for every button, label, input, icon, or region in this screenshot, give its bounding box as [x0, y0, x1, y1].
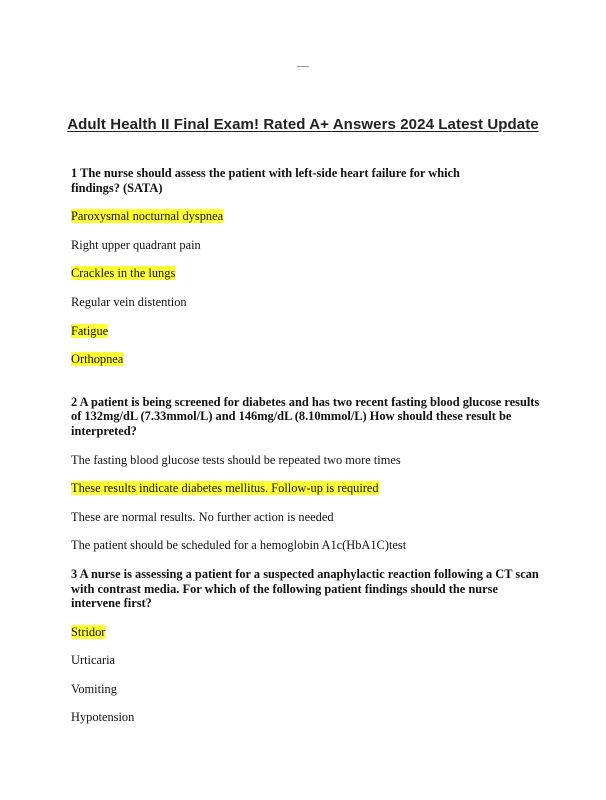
page-header-rule [297, 66, 309, 67]
q1-answer-2-text: Right upper quadrant pain [71, 237, 201, 252]
q1-answer-5-text: Fatigue [71, 323, 109, 338]
q2-answer-3 [71, 510, 541, 525]
document-body [71, 166, 541, 725]
q3-answer-1-text: Stridor [71, 624, 106, 639]
q1-answer-4 [71, 295, 541, 310]
q2-answer-4-text: The patient should be scheduled for a hemoglobin A1c(HbA1C)test [71, 538, 407, 553]
q1-answer-2 [71, 238, 541, 253]
q1-answer-6 [71, 352, 541, 367]
question-3: 3 A nurse is assessing a patient for a suspected anaphylactic reaction following a CT scan with contrast media. For which of the following patient findings should the nurse intervene first? [71, 566, 539, 611]
q2-answer-2 [71, 481, 541, 496]
q3-answer-2 [71, 653, 541, 668]
q2-answer-3-text: These are normal results. No further action is needed [71, 509, 334, 524]
q1-answer-6-text: Orthopnea [71, 352, 124, 367]
q3-answer-3-text: Vomiting [71, 681, 117, 696]
q1-answer-3-text: Crackles in the lungs [71, 266, 176, 281]
q3-answer-4-text: Hypotension [71, 710, 135, 725]
question-1: 1 The nurse should assess the patient with left-side heart failure for which findings? (SATA) [71, 166, 460, 195]
q3-answer-2-text: Urticaria [71, 653, 116, 668]
q1-answer-4-text: Regular vein distention [71, 294, 187, 309]
q2-answer-1 [71, 453, 541, 468]
question-2: 2 A patient is being screened for diabetes and has two recent fasting blood glucose results of 132mg/dL (7.33mmol/L) and 146mg/dL (8.10mmol/L) How should these result be interpreted? [71, 394, 540, 438]
q3-answer-3 [71, 682, 541, 697]
q1-answer-5 [71, 324, 541, 339]
q2-answer-4 [71, 538, 541, 553]
q2-answer-2-text: These results indicate diabetes mellitus. Follow-up is required [71, 481, 379, 496]
q1-answer-1-text: Paroxysmal nocturnal dyspnea [71, 209, 224, 224]
q1-answer-3 [71, 266, 541, 281]
q2-answer-1-text: The fasting blood glucose tests should be repeated two more times [71, 452, 401, 467]
document-title: Adult Health II Final Exam! Rated A+ Answers 2024 Latest Update [67, 116, 539, 133]
q1-answer-1 [71, 209, 541, 224]
q3-answer-4 [71, 710, 541, 725]
q3-answer-1 [71, 625, 541, 640]
